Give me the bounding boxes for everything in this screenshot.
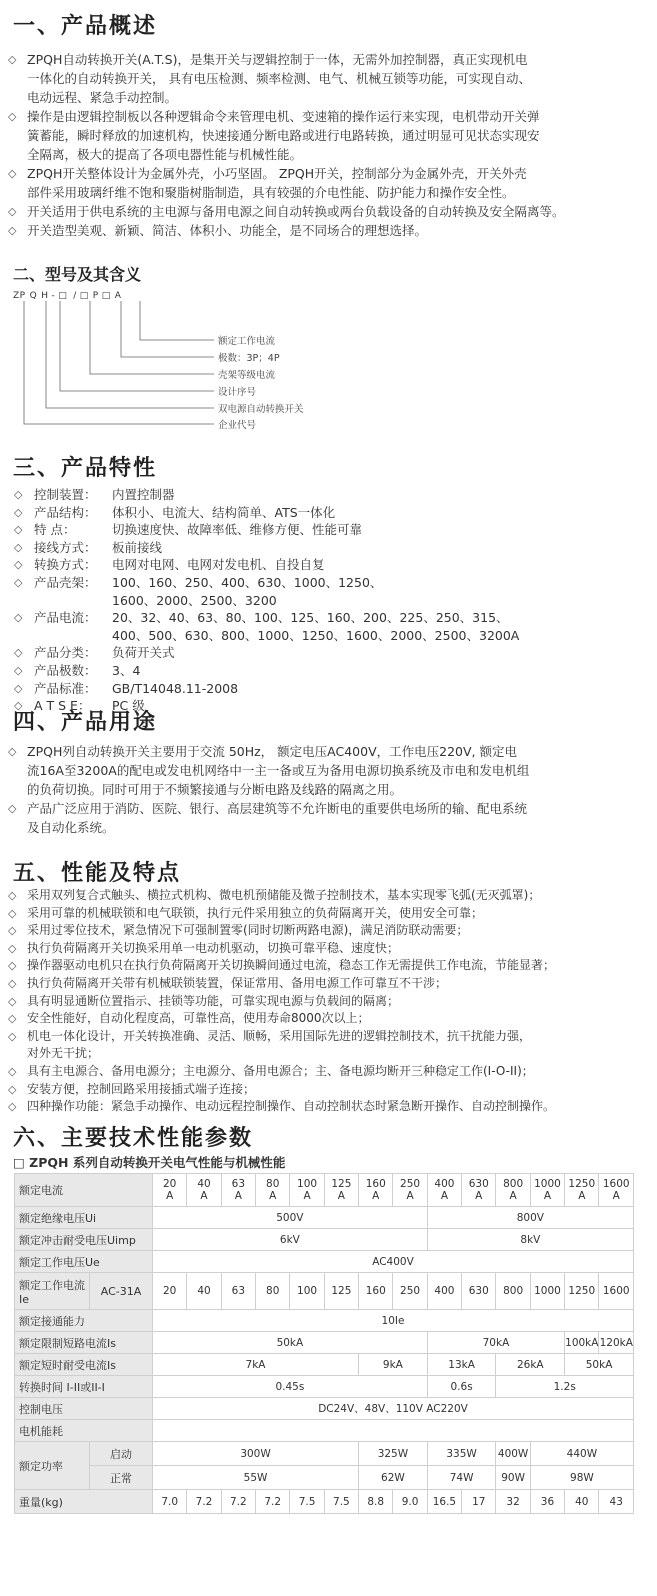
row-label: 电机能耗 [15, 1420, 153, 1442]
unit-label: A [200, 1190, 208, 1202]
model-code-part: □ [101, 291, 111, 301]
model-code-part: □ [58, 291, 68, 301]
table-row [15, 1466, 634, 1490]
table-cell: AC400V [153, 1251, 634, 1273]
table-cell: 26kA [496, 1354, 565, 1376]
table-cell: 100kA [565, 1332, 599, 1354]
diamond-bullet-icon: ◇ [14, 611, 23, 625]
table-cell: 500V [153, 1207, 428, 1229]
list-item-text: 电动远程、紧急手动控制。 [27, 90, 178, 105]
table-cell: 160 [359, 1273, 393, 1310]
table-cell: 7.0 [153, 1490, 187, 1514]
rated-current-cell [599, 1174, 634, 1207]
spec-value: GB/T14048.11-2008 [112, 680, 239, 696]
diamond-bullet-icon: ◇ [8, 167, 17, 180]
list-item-text: 部件采用玻璃纤维不饱和聚脂树脂制造，具有较强的介电性能、防护能力和操作安全性。 [27, 185, 515, 200]
rated-current-cell [290, 1174, 324, 1207]
spec-item [14, 539, 519, 557]
diamond-bullet-icon: ◇ [8, 1064, 17, 1078]
spec-item [14, 504, 519, 522]
table-cell: 9.0 [393, 1490, 427, 1514]
unit-label: A [166, 1190, 174, 1202]
list-item-text: 采用过零位技术，紧急情况下可强制置零(同时切断两路电源)，满足消防联动需要； [27, 923, 469, 938]
rated-current-cell [359, 1174, 393, 1207]
table-cell: 0.45s [153, 1376, 428, 1398]
spec-item [14, 662, 519, 680]
table-cell: 63 [221, 1273, 255, 1310]
performance-list [8, 887, 648, 1116]
list-item-text: 具有明显通断位置指示、挂锁等功能，可靠实现电源与负载间的隔离； [27, 993, 400, 1008]
diamond-bullet-icon: ◇ [8, 994, 17, 1008]
table-row [15, 1490, 634, 1514]
list-item [8, 993, 648, 1011]
spec-value: 400、500、630、800、1000、1250、1600、2000、2500、3200A [112, 627, 520, 643]
list-item [8, 922, 648, 940]
spec-label: 产品标准： [34, 680, 97, 696]
table-cell: 36 [530, 1490, 564, 1514]
diamond-bullet-icon: ◇ [14, 505, 23, 519]
list-item-text: 流16A至3200A的配电或发电机网络中一主一备或互为备用电源切换系统及市电和发电机组 [27, 763, 530, 778]
annotation-rated-current: 额定工作电流 [218, 336, 276, 347]
table-cell: 1250 [565, 1273, 599, 1310]
list-item-text: 安全性能好，自动化程度高，可靠性高，使用寿命8000次以上； [27, 1011, 370, 1026]
diamond-bullet-icon: ◇ [14, 540, 23, 554]
rated-current-value: 800 [503, 1178, 524, 1190]
spec-value: 电网对电网、电网对发电机、自投自复 [112, 557, 325, 573]
row-label: 额定电流 [15, 1174, 153, 1207]
diamond-bullet-icon [8, 761, 27, 780]
diamond-bullet-icon: ◇ [14, 575, 23, 589]
unit-label: A [543, 1190, 552, 1202]
table-cell: 7.5 [290, 1490, 324, 1514]
spec-value: 20、32、40、63、80、100、125、160、200、225、250、315、 [112, 610, 509, 626]
diamond-bullet-icon: ◇ [8, 924, 17, 938]
rated-current-value: 630 [468, 1178, 489, 1190]
list-item [8, 940, 648, 958]
diamond-bullet-icon [14, 592, 34, 610]
table-cell: 90W [496, 1466, 530, 1490]
usage-list [8, 742, 638, 837]
rated-current-cell [565, 1174, 599, 1207]
table-cell: 335W [427, 1442, 496, 1466]
list-item-text: 一体化的自动转换开关， 具有电压检测、频率检测、电气、机械互锁等功能，可实现自动、 [27, 71, 531, 86]
diamond-bullet-icon: ◇ [8, 745, 17, 758]
section-1-title: 一、产品概述 [13, 14, 158, 39]
diamond-bullet-icon: ◇ [8, 110, 17, 123]
annotation-design-number: 设计序号 [218, 387, 257, 398]
model-code-part: / [73, 291, 77, 301]
table-cell: 9kA [359, 1354, 428, 1376]
spec-label: 产品壳架： [34, 574, 97, 590]
rated-current-cell [427, 1174, 461, 1207]
rated-current-cell [393, 1174, 427, 1207]
list-item-text: ZPQH自动转换开关(A.T.S)，是集开关与逻辑控制于一体，无需外加控制器，真正实现机电 [27, 52, 528, 67]
unit-label: A [509, 1190, 517, 1202]
table-row [15, 1354, 634, 1376]
table-cell: 440W [530, 1442, 633, 1466]
rated-current-value: 1600 [602, 1178, 630, 1190]
unit-label: A [269, 1190, 277, 1202]
diamond-bullet-icon: ◇ [8, 205, 17, 218]
list-item-text: 执行负荷隔离开关带有机械联锁装置，保证常用、备用电源工作可靠互不干涉； [27, 975, 448, 990]
diamond-bullet-icon: ◇ [14, 523, 23, 537]
rated-current-value: 1000 [534, 1178, 561, 1190]
rated-current-value: 100 [297, 1178, 318, 1190]
row-sublabel: 正常 [90, 1466, 153, 1490]
table-cell: 16.5 [427, 1490, 461, 1514]
table-cell: 7.2 [187, 1490, 221, 1514]
spec-item [14, 486, 519, 504]
unit-label: A [337, 1190, 345, 1202]
spec-label: 接线方式： [34, 539, 97, 555]
list-item-text: 操作器驱动电机只在执行负荷隔离开关切换瞬间通过电流，稳态工作无需提供工作电流，节能显著； [27, 958, 556, 973]
unit-label: A [234, 1190, 242, 1202]
rated-current-cell [324, 1174, 358, 1207]
table-cell: 62W [359, 1466, 428, 1490]
diamond-bullet-icon: ◇ [14, 646, 23, 660]
diamond-bullet-icon: ◇ [8, 959, 17, 973]
spec-item [14, 680, 519, 698]
list-item-text: 簧蓄能，瞬时释放的加速机构，快速接通分断电路或进行电路转换，通过明显可见状态实现安 [27, 128, 540, 143]
list-item-text: 全隔离，极大的提高了各项电器性能与机械性能。 [27, 147, 303, 162]
table-cell: 6kV [153, 1229, 428, 1251]
list-item [8, 780, 638, 799]
table-cell: 0.6s [427, 1376, 496, 1398]
diamond-bullet-icon [8, 1045, 27, 1063]
spec-item [14, 609, 519, 627]
diamond-bullet-icon: ◇ [8, 976, 17, 990]
table-cell: 20 [153, 1273, 187, 1310]
list-item-text: 产品广泛应用于消防、医院、银行、高层建筑等不允许断电的重要供电场所的输、配电系统 [27, 801, 528, 816]
section-2-title: 二、型号及其含义 [13, 265, 142, 284]
table-row [15, 1174, 634, 1207]
list-item [8, 1045, 648, 1063]
list-item-text: 机电一体化设计，开关转换准确、灵活、顺畅，采用国际先进的逻辑控制技术，抗干扰能力强， [27, 1028, 532, 1043]
annotation-company-code: 企业代号 [218, 420, 257, 431]
spec-item [14, 574, 519, 592]
feature-spec-list [14, 486, 519, 715]
spec-value: 负荷开关式 [112, 645, 175, 661]
diamond-bullet-icon: ◇ [8, 1100, 17, 1114]
table-cell: 43 [599, 1490, 634, 1514]
model-code-part: P [92, 291, 99, 301]
table-cell: 7.2 [221, 1490, 255, 1514]
rated-current-value: 400 [434, 1178, 455, 1190]
table-cell: 10Ie [153, 1310, 634, 1332]
list-item-text: 操作是由逻辑控制板以各种逻辑命令来管理电机、变速箱的操作运行来实现，电机带动开关弹 [27, 109, 540, 124]
list-item [8, 742, 638, 761]
model-code-part: A [114, 291, 122, 301]
model-code-part: - [51, 291, 56, 301]
spec-value: PC 级 [112, 698, 145, 714]
table-cell: 800 [496, 1273, 530, 1310]
row-label: 转换时间 I-II或II-I [15, 1376, 153, 1398]
table-cell: 325W [359, 1442, 428, 1466]
diamond-bullet-icon: ◇ [8, 941, 17, 955]
spec-value: 100、160、250、400、630、1000、1250、 [112, 574, 383, 590]
table-cell: 7.5 [324, 1490, 358, 1514]
rated-current-cell [496, 1174, 530, 1207]
row-sublabel: 启动 [90, 1442, 153, 1466]
row-label: 重量(kg) [15, 1490, 153, 1514]
rated-current-cell [256, 1174, 290, 1207]
spec-label: A T S E： [34, 698, 91, 714]
table-row [15, 1332, 634, 1354]
table-row [15, 1273, 634, 1310]
spec-item [14, 592, 519, 610]
table-cell: 70kA [427, 1332, 564, 1354]
table-cell: 1600 [599, 1273, 634, 1310]
unit-label: A [578, 1190, 586, 1202]
list-item-text: 采用双列复合式触头、横拉式机构、微电机预储能及微子控制技术，基本实现零飞弧(无灭弧罩)； [27, 888, 541, 902]
table-cell: 250 [393, 1273, 427, 1310]
table-cell: 1000 [530, 1273, 564, 1310]
list-item [8, 1081, 648, 1099]
table-cell: DC24V、48V、110V AC220V [153, 1398, 634, 1420]
spec-label: 产品结构： [34, 504, 97, 520]
row-label: 额定工作电压Ue [15, 1251, 153, 1273]
diamond-bullet-icon: ◇ [8, 53, 17, 66]
rated-current-value: 160 [365, 1178, 386, 1190]
list-item-text: 执行负荷隔离开关切换采用单一电动机驱动，切换可靠平稳、速度快； [27, 940, 400, 955]
diamond-bullet-icon: ◇ [14, 488, 23, 501]
table-cell: 17 [462, 1490, 496, 1514]
row-label: 额定接通能力 [15, 1310, 153, 1332]
model-code-part: □ [79, 291, 89, 301]
spec-value: 板前接线 [112, 539, 163, 555]
diamond-bullet-icon: ◇ [8, 802, 17, 815]
diamond-bullet-icon: ◇ [14, 699, 23, 713]
table-cell: 40 [565, 1490, 599, 1514]
list-item [8, 887, 648, 905]
rated-current-value: 40 [197, 1178, 211, 1190]
row-label: 额定限制短路电流Is [15, 1332, 153, 1354]
table-cell: 300W [153, 1442, 359, 1466]
unit-label: A [303, 1190, 311, 1202]
list-item [8, 1010, 648, 1028]
table-cell: 98W [530, 1466, 633, 1490]
rated-current-cell [153, 1174, 187, 1207]
list-item-text: 对外无干扰； [27, 1046, 100, 1061]
rated-current-cell [187, 1174, 221, 1207]
table-cell: 7.2 [256, 1490, 290, 1514]
annotation-frame-current: 壳架等级电流 [218, 370, 276, 381]
model-code-part: H [41, 291, 49, 301]
list-item-text: ZPQH列自动转换开关主要用于交流 50Hz， 额定电压AC400V，工作电压220V, 额定电 [27, 744, 517, 759]
diamond-bullet-icon: ◇ [14, 681, 23, 695]
spec-item [14, 644, 519, 662]
table-row [15, 1420, 634, 1442]
table-cell: 50kA [153, 1332, 428, 1354]
spec-value: 体积小、电流大、结构简单、ATS一体化 [112, 504, 336, 520]
diamond-bullet-icon [14, 627, 34, 645]
model-code-part: ZP [13, 291, 26, 301]
diamond-bullet-icon: ◇ [8, 1012, 17, 1026]
table-cell: 7kA [153, 1354, 359, 1376]
diamond-bullet-icon: ◇ [8, 889, 17, 902]
spec-item [14, 556, 519, 574]
spec-value: 切换速度快、故障率低、维修方便、性能可靠 [112, 522, 363, 538]
list-item [8, 818, 638, 837]
table-cell: 13kA [427, 1354, 496, 1376]
diamond-bullet-icon: ◇ [8, 1029, 17, 1043]
row-label: 额定短时耐受电流Is [15, 1354, 153, 1376]
row-sublabel: AC-31A [90, 1273, 153, 1310]
diamond-bullet-icon [8, 818, 27, 837]
rated-current-cell [221, 1174, 255, 1207]
annotation-dual-power: 双电源自动转换开关 [218, 404, 304, 415]
rated-current-value: 250 [400, 1178, 421, 1190]
unit-label: A [440, 1190, 449, 1202]
diamond-bullet-icon: ◇ [14, 558, 23, 572]
table-cell: 8kV [427, 1229, 633, 1251]
list-item-text: 具有主电源合、备用电源分；主电源分、备用电源合；主、备电源均断开三种稳定工作(I-O-II)； [27, 1063, 534, 1078]
spec-item [14, 627, 519, 645]
section-3-title: 三、产品特性 [13, 456, 158, 481]
table-cell: 32 [496, 1490, 530, 1514]
table-row [15, 1398, 634, 1420]
spec-label: 控制装置： [34, 487, 97, 502]
table-cell: 1.2s [496, 1376, 634, 1398]
list-item [8, 799, 638, 818]
table-row [15, 1442, 634, 1466]
diamond-bullet-icon: ◇ [8, 906, 17, 920]
spec-label: 转换方式： [34, 557, 97, 573]
table-cell: 120kA [599, 1332, 634, 1354]
model-code-part: Q [29, 291, 38, 301]
table-row [15, 1376, 634, 1398]
table-cell: 100 [290, 1273, 324, 1310]
table-cell: 800V [427, 1207, 633, 1229]
rated-current-value: 20 [162, 1178, 177, 1190]
table-cell: 74W [427, 1466, 496, 1490]
spec-label: 产品分类： [34, 645, 97, 661]
spec-label [34, 592, 112, 610]
table-cell: 400 [427, 1273, 461, 1310]
list-item-text: 安装方便，控制回路采用接插式端子连接； [27, 1081, 256, 1096]
table-cell: 125 [324, 1273, 358, 1310]
table-row [15, 1207, 634, 1229]
unit-label: A [475, 1190, 483, 1202]
diamond-bullet-icon: ◇ [8, 224, 17, 237]
annotation-poles: 极数：3P；4P [218, 353, 280, 364]
table-cell: 80 [256, 1273, 290, 1310]
list-item-text: 开关适用于供电系统的主电源与备用电源之间自动转换或两台负载设备的自动转换及安全隔离等。 [27, 204, 565, 219]
list-item-text: 四种操作功能：紧急手动操作、电动远程控制操作、自动控制状态时紧急断开操作、自动控制操作。 [27, 1099, 556, 1114]
unit-label: A [406, 1190, 414, 1202]
rated-current-cell [462, 1174, 496, 1207]
row-label: 额定冲击耐受电压Uimp [15, 1229, 153, 1251]
table-cell: 8.8 [359, 1490, 393, 1514]
section-4-title: 四、产品用途 [13, 710, 158, 735]
section-5-title: 五、性能及特点 [13, 861, 182, 886]
table-row [15, 1310, 634, 1332]
list-item [8, 1098, 648, 1116]
spec-label [34, 627, 112, 645]
list-item-text: 采用可靠的机械联锁和电气联锁，执行元件采用独立的负荷隔离开关，使用安全可靠； [27, 905, 484, 920]
spec-value: 内置控制器 [112, 487, 175, 502]
unit-label: A [612, 1190, 620, 1202]
row-label: 额定绝缘电压Ui [15, 1207, 153, 1229]
list-item-text: 的负荷切换。同时可用于不频繁接通与分断电路及线路的隔离之用。 [27, 782, 403, 797]
list-item-text: ZPQH开关整体设计为金属外壳，小巧坚固。 ZPQH开关，控制部分为金属外壳，开关外壳 [27, 166, 527, 181]
list-item-text: 开关造型美观、新颖、简洁、体积小、功能全，是不同场合的理想选择。 [27, 223, 428, 238]
spec-label: 产品电流： [34, 610, 97, 626]
table-cell: 630 [462, 1273, 496, 1310]
unit-label: A [372, 1190, 380, 1202]
list-item [8, 1063, 648, 1081]
list-item [8, 761, 638, 780]
section-6-title: 六、主要技术性能参数 [13, 1126, 254, 1151]
table-cell: 50kA [565, 1354, 634, 1376]
rated-current-value: 80 [266, 1178, 280, 1190]
spec-value: 1600、2000、2500、3200 [112, 592, 277, 608]
list-item [8, 905, 648, 923]
table-row [15, 1251, 634, 1273]
table-cell [153, 1420, 634, 1442]
table-cell: 55W [153, 1466, 359, 1490]
spec-item [14, 521, 519, 539]
row-label: 控制电压 [15, 1398, 153, 1420]
table-cell: 40 [187, 1273, 221, 1310]
model-code-leader-lines [0, 0, 657, 440]
table-row [15, 1229, 634, 1251]
list-item [8, 1028, 648, 1046]
rated-current-cell [530, 1174, 564, 1207]
spec-value: 3、4 [112, 662, 141, 678]
diamond-bullet-icon [8, 780, 27, 799]
rated-current-value: 63 [231, 1178, 246, 1190]
diamond-bullet-icon: ◇ [8, 1082, 17, 1096]
spec-table [14, 1173, 634, 1514]
table-caption: □ ZPQH 系列自动转换开关电气性能与机械性能 [13, 1155, 286, 1170]
list-item [8, 975, 648, 993]
list-item [8, 957, 648, 975]
diamond-bullet-icon: ◇ [14, 663, 23, 677]
rated-current-value: 125 [331, 1178, 352, 1190]
spec-label: 特 点： [34, 522, 76, 538]
row-label: 额定功率 [15, 1442, 90, 1490]
table-cell: 400W [496, 1442, 530, 1466]
list-item-text: 及自动化系统。 [27, 820, 115, 835]
row-label: 额定工作电流 Ie [15, 1273, 90, 1310]
spec-label: 产品极数： [34, 662, 97, 678]
rated-current-value: 1250 [568, 1178, 596, 1190]
